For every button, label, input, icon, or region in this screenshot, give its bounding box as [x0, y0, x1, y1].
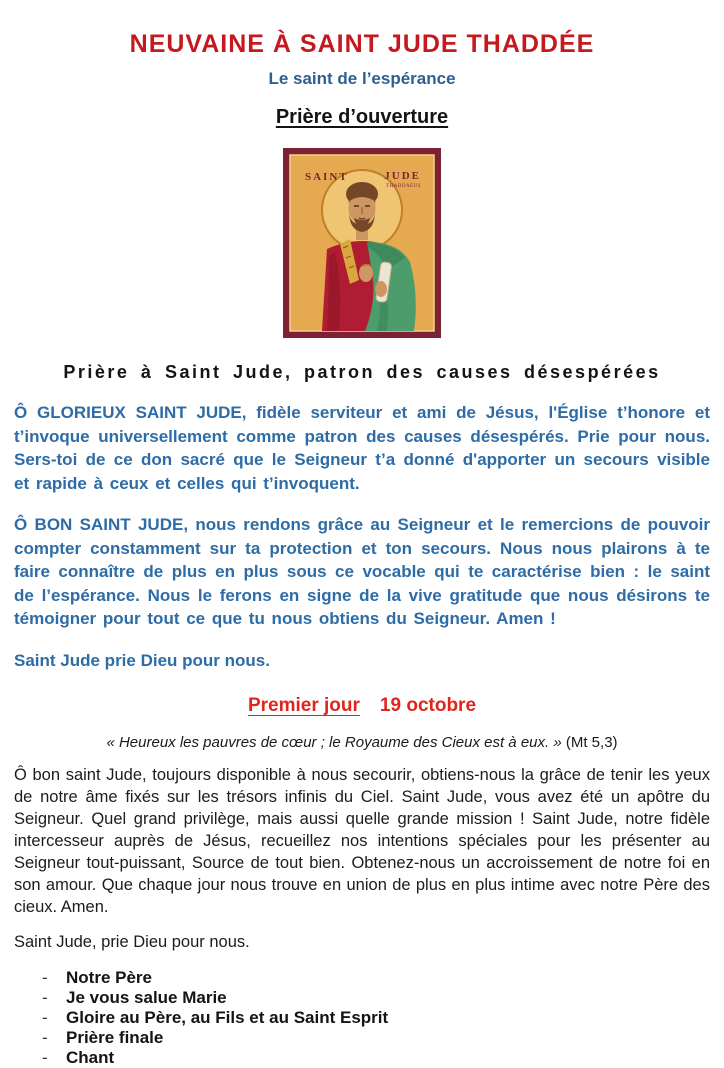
- list-item: [42, 1008, 724, 1028]
- day-paragraph: Ô bon saint Jude, toujours disponible à nous secourir, obtiens-nous la grâce de tenir les yeux de notre âme fixés sur les trésors infinis du Ciel. Saint Jude, vous avez été un apôtre du Seigneur. Quel grand privilège, mais aussi quelle grande mission ! Saint Jude, notre fidèle intercesseur auprès de Jésus, recueillez nos intentions spéciales pour les présenter au Seigneur tout-puissant, Source de tout bien. Obtenez-nous un accroissement de notre foi en son amour. Que chaque jour nous trouve en union de plus en plus intime avec notre Père des cieux. Amen.: [14, 765, 710, 916]
- prayer-paragraph-2: Ô BON SAINT JUDE, nous rendons grâce au Seigneur et le remercions de pouvoir compter constamment sur ta protection et ton secours. Nous nous plairons à te faire connaître de plus en plus sous ce vocable qui te caractérise bien : le saint de l’espérance. Nous le ferons en signe de la vive gratitude que nous désirons te témoigner pour tout ce que tu nous obtiens du Seigneur. Amen !: [14, 515, 710, 628]
- list-item-label: Prière finale: [66, 1027, 164, 1047]
- document-title: NEUVAINE À SAINT JUDE THADDÉE: [129, 30, 595, 58]
- icon-label-saint: SAINT: [305, 171, 349, 183]
- icon-label-jude: JUDE: [384, 170, 421, 182]
- saint-jude-icon: [283, 148, 441, 338]
- dash-bullet: -: [42, 967, 48, 987]
- list-item: [42, 1028, 724, 1048]
- opening-prayer-heading: Prière d’ouverture: [275, 106, 449, 128]
- day-prayer-list: [42, 968, 724, 1068]
- scripture-quote-line: [10, 734, 714, 751]
- dash-bullet: -: [42, 1047, 48, 1067]
- list-item: [42, 968, 724, 988]
- day-heading: [0, 695, 724, 717]
- prayer-paragraph-1: Ô GLORIEUX SAINT JUDE, fidèle serviteur et ami de Jésus, l'Église t’honore et t’invoque universellement comme patron des causes désespérés. Prie pour nous. Sers-toi de ce don sacré que le Seigneur t’a donné d'apporter un secours visible et rapide à ceux et celles qui t’invoquent.: [14, 403, 710, 493]
- list-item: [42, 988, 724, 1008]
- dash-bullet: -: [42, 1007, 48, 1027]
- document-page: [0, 30, 724, 1067]
- scripture-quote: « Heureux les pauvres de cœur ; le Royaume des Cieux est à eux. »: [106, 733, 562, 751]
- dash-bullet: -: [42, 987, 48, 1007]
- list-item-label: Je vous salue Marie: [66, 987, 227, 1007]
- day-date: 19 octobre: [379, 694, 477, 716]
- document-subtitle: Le saint de l’espérance: [268, 69, 456, 88]
- prayer-invocation: Saint Jude prie Dieu pour nous.: [14, 650, 270, 670]
- list-item-label: Chant: [66, 1047, 115, 1067]
- list-item: [42, 1048, 724, 1068]
- list-item-label: Notre Père: [66, 967, 152, 987]
- icon-row: [0, 148, 724, 338]
- scripture-reference: (Mt 5,3): [565, 733, 618, 751]
- dash-bullet: -: [42, 1027, 48, 1047]
- day-name: Premier jour: [247, 694, 360, 716]
- prayer-heading: Prière à Saint Jude, patron des causes désespérées: [63, 362, 661, 382]
- list-item-label: Gloire au Père, au Fils et au Saint Esprit: [66, 1007, 389, 1027]
- day-invocation: Saint Jude, prie Dieu pour nous.: [14, 932, 250, 951]
- icon-label-thaddaeus: THADDAEUS: [385, 184, 421, 189]
